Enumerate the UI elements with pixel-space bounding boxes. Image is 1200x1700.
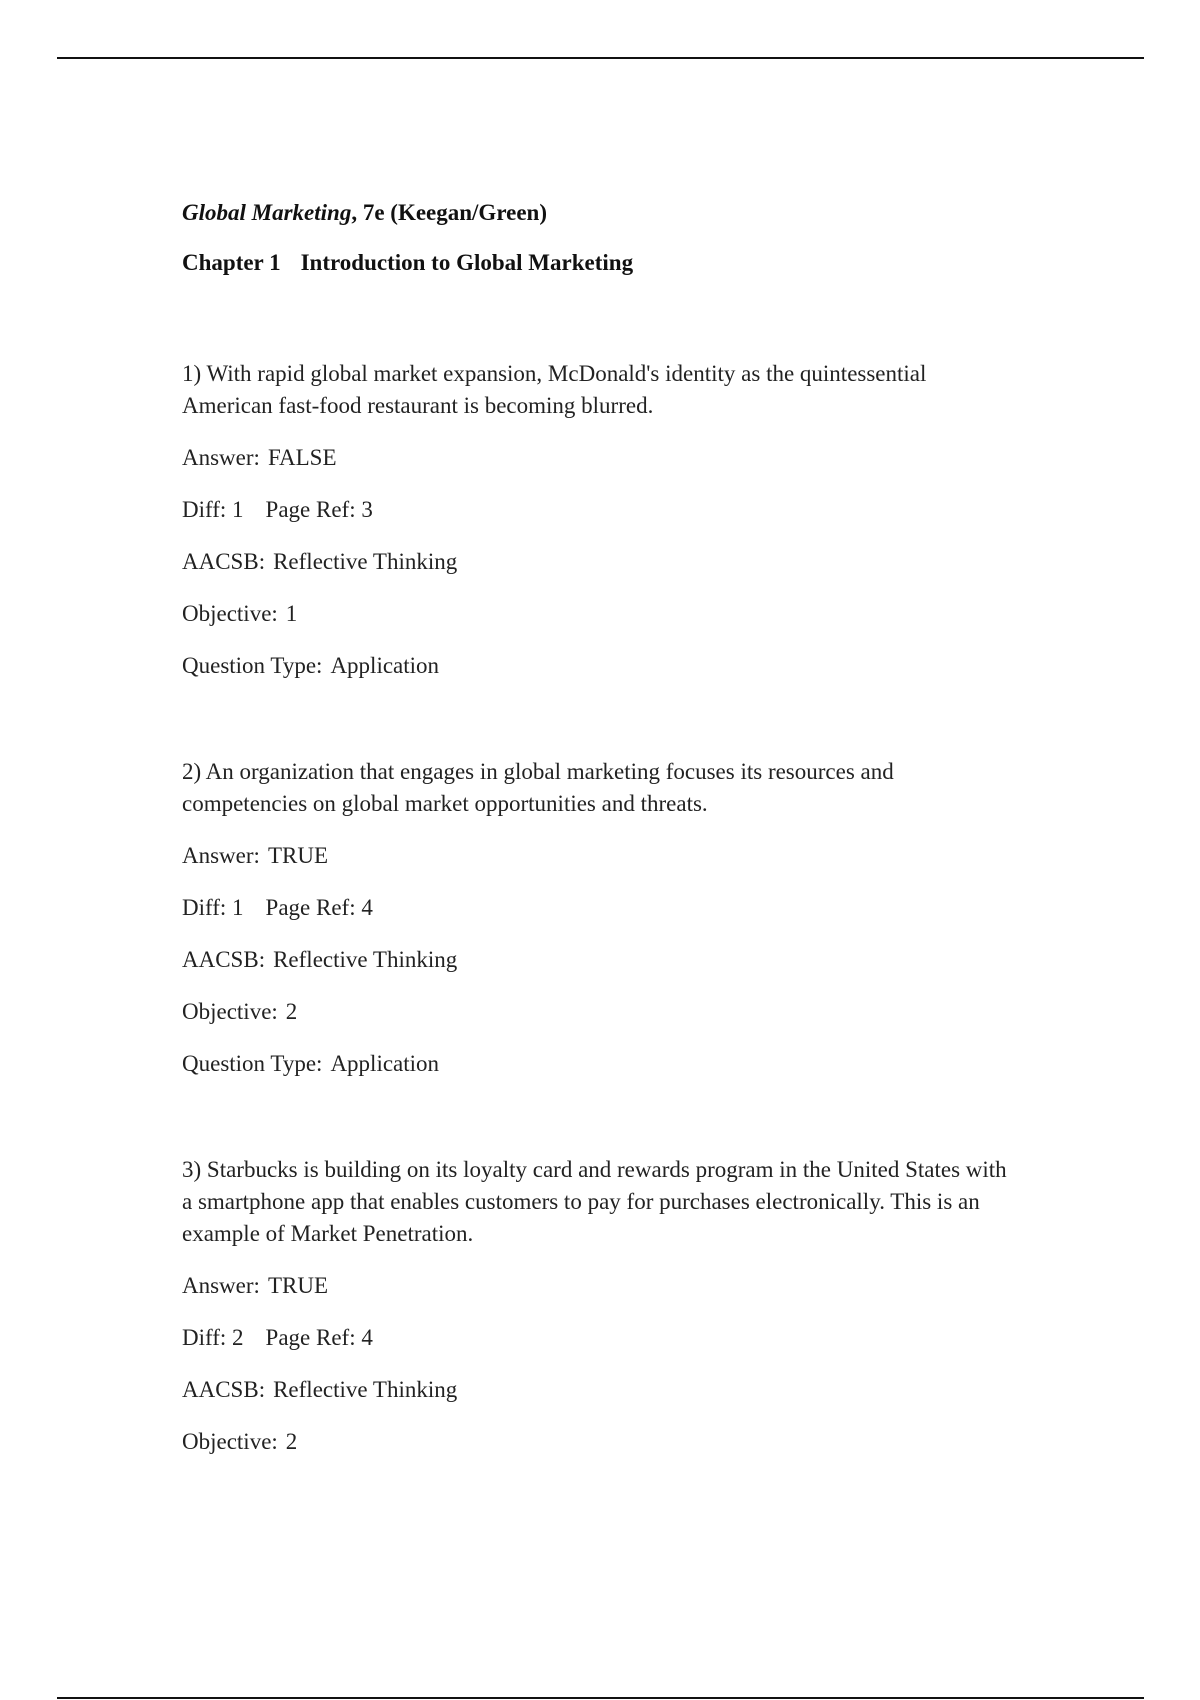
question-type-label: Question Type:	[182, 653, 323, 678]
page-ref-value: 3	[361, 497, 373, 522]
page-ref-label: Page Ref:	[265, 895, 356, 920]
page-ref-label: Page Ref:	[265, 497, 356, 522]
answer-value: TRUE	[267, 843, 328, 868]
objective-line	[182, 598, 1082, 630]
bottom-rule	[57, 1697, 1144, 1699]
page-ref-label: Page Ref:	[265, 1325, 356, 1350]
question-2	[182, 756, 1082, 1080]
question-text-line: 3) Starbucks is building on its loyalty card and rewards program in the United States with	[182, 1157, 1007, 1182]
difficulty-line	[182, 892, 1082, 924]
page-ref-value: 4	[361, 895, 373, 920]
diff-value: 1	[232, 497, 244, 522]
question-type-value: Application	[330, 1051, 440, 1076]
aacsb-label: AACSB:	[182, 549, 266, 574]
question-type-line	[182, 650, 1082, 682]
diff-value: 2	[232, 1325, 244, 1350]
objective-label: Objective:	[182, 601, 278, 626]
difficulty-line	[182, 494, 1082, 526]
answer-value: TRUE	[267, 1273, 328, 1298]
answer-label: Answer:	[182, 445, 260, 470]
answer-label: Answer:	[182, 843, 260, 868]
diff-label: Diff:	[182, 895, 227, 920]
question-text	[182, 756, 1082, 820]
diff-label: Diff:	[182, 1325, 227, 1350]
chapter-number: Chapter 1	[182, 250, 281, 275]
page-ref-value: 4	[361, 1325, 373, 1350]
question-text	[182, 358, 1082, 422]
objective-line	[182, 996, 1082, 1028]
answer-line	[182, 840, 1082, 872]
question-type-label: Question Type:	[182, 1051, 323, 1076]
question-text-line: competencies on global market opportunities and threats.	[182, 791, 708, 816]
aacsb-value: Reflective Thinking	[273, 947, 458, 972]
aacsb-line	[182, 944, 1082, 976]
question-text-line: example of Market Penetration.	[182, 1221, 474, 1246]
aacsb-line	[182, 1374, 1082, 1406]
answer-line	[182, 1270, 1082, 1302]
objective-line	[182, 1426, 1082, 1458]
aacsb-value: Reflective Thinking	[273, 1377, 458, 1402]
chapter-name: Introduction to Global Marketing	[300, 250, 634, 275]
question-type-line	[182, 1048, 1082, 1080]
objective-value: 2	[285, 999, 298, 1024]
objective-value: 1	[285, 601, 298, 626]
diff-label: Diff:	[182, 497, 227, 522]
objective-label: Objective:	[182, 999, 278, 1024]
page-content	[182, 198, 1082, 1458]
question-type-value: Application	[330, 653, 440, 678]
question-1	[182, 358, 1082, 682]
aacsb-label: AACSB:	[182, 1377, 266, 1402]
diff-value: 1	[232, 895, 244, 920]
aacsb-value: Reflective Thinking	[273, 549, 458, 574]
answer-value: FALSE	[267, 445, 337, 470]
question-text	[182, 1154, 1082, 1250]
question-3	[182, 1154, 1082, 1458]
chapter-title	[182, 248, 1082, 278]
answer-line	[182, 442, 1082, 474]
book-title-edition: , 7e (Keegan/Green)	[351, 200, 547, 225]
answer-label: Answer:	[182, 1273, 260, 1298]
book-title-italic: Global Marketing	[182, 200, 352, 225]
objective-value: 2	[285, 1429, 298, 1454]
difficulty-line	[182, 1322, 1082, 1354]
top-rule	[57, 57, 1144, 59]
book-title	[182, 198, 1082, 228]
question-text-line: 1) With rapid global market expansion, McDonald's identity as the quintessential	[182, 361, 927, 386]
question-text-line: 2) An organization that engages in global marketing focuses its resources and	[182, 759, 894, 784]
question-text-line: a smartphone app that enables customers to pay for purchases electronically. This is an	[182, 1189, 980, 1214]
objective-label: Objective:	[182, 1429, 278, 1454]
aacsb-label: AACSB:	[182, 947, 266, 972]
aacsb-line	[182, 546, 1082, 578]
question-text-line: American fast-food restaurant is becoming blurred.	[182, 393, 654, 418]
